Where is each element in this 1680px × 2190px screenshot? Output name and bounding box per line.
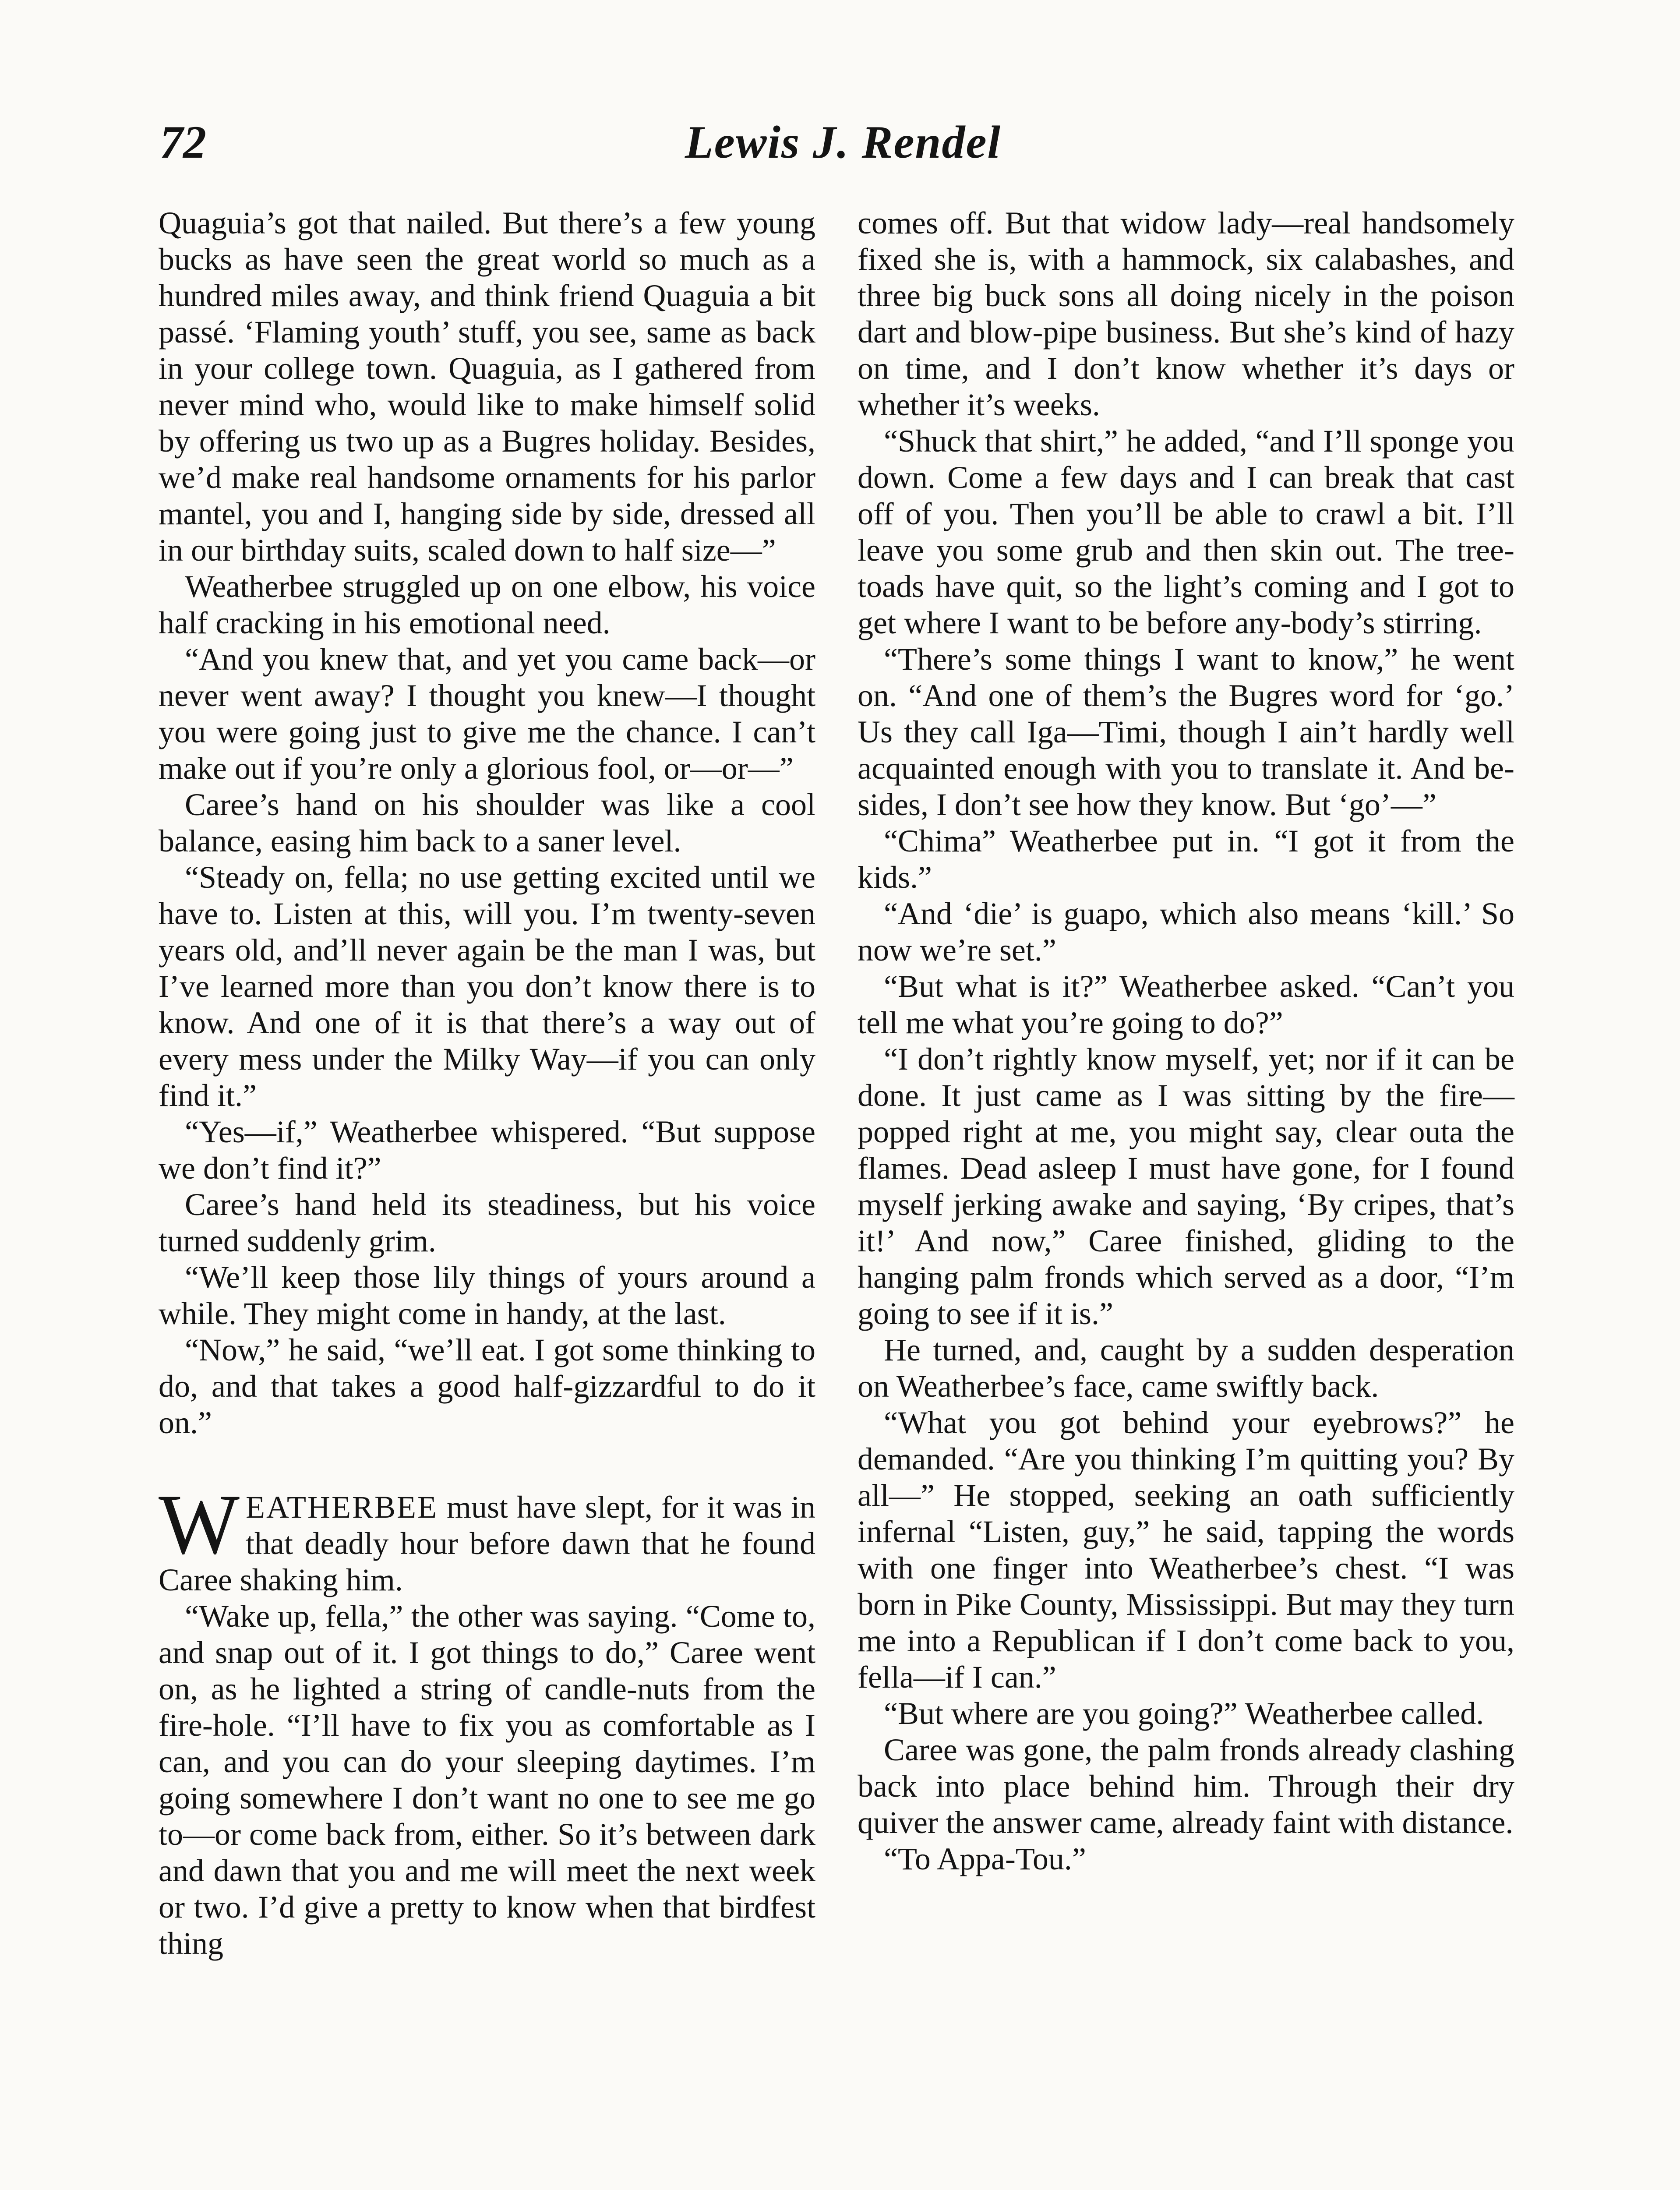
paragraph: “To Appa-Tou.” — [884, 1841, 1086, 1876]
section-opening-paragraph — [159, 1477, 815, 1598]
paragraph: Weatherbee struggled up on one elbow, his voice half cracking in his emotional need. — [159, 569, 815, 640]
paragraph: “Yes—if,” Weatherbee whispered. “But suppose we don’t find it?” — [159, 1114, 815, 1186]
paragraph: “We’ll keep those lily things of yours around a while. They might come in handy, at the last. — [159, 1260, 815, 1331]
paragraph: “And you knew that, and yet you came back—or never went away? I thought you knew—I thought you were going just to give me the chance. I can’t make out if you’re only a glorious fool, or—or—” — [159, 642, 815, 786]
paragraph: comes off. But that widow lady—real handsomely fixed she is, with a hammock, six calabashes, and three big buck sons all doing nicely in the poison dart and blow-pipe business. But she’s kind of hazy on time, and I don’t know whether it’s days or whether it’s weeks. — [858, 205, 1514, 422]
paragraph: “I don’t rightly know myself, yet; nor if it can be done. It just came as I was sitting by the fire—popped right at me, you might say, clear outa the flames. Dead asleep I must have gone, for I found myself jerking awake and saying, ‘By cripes, that’s it!’ And now,” Caree finished, gliding to the hanging palm fronds which served as a door, “I’m going to see if it is.” — [858, 1042, 1514, 1331]
small-caps-lead: EATHERBEE — [246, 1490, 438, 1525]
right-column — [858, 205, 1514, 1877]
paragraph: Caree was gone, the palm fronds already clashing back into place behind him. Through their dry quiver the answer came, already faint with distance. — [858, 1732, 1514, 1840]
paragraph: “Shuck that shirt,” he added, “and I’ll sponge you down. Come a few days and I can break that cast off of you. Then you’ll be able to crawl a bit. I’ll leave you some grub and then skin out. The tree-toads have quit, so the light’s coming and I got to get where I want to be before any-body’s stirring. — [858, 424, 1514, 640]
paragraph: “But where are you going?” Weatherbee called. — [884, 1696, 1484, 1731]
paragraph: Caree’s hand held its steadiness, but his voice turned suddenly grim. — [159, 1187, 815, 1258]
paragraph: He turned, and, caught by a sudden desperation on Weatherbee’s face, came swiftly back. — [858, 1332, 1514, 1404]
paragraph: “Wake up, fella,” the other was saying. “Come to, and snap out of it. I got things to do,” Caree went on, as he lighted a string of candle-nuts from the fire-hole. “I’ll have to fix you as comfortable as I can, and you can do your sleeping daytimes. I’m going somewhere I don’t want no one to see me go to—or come back from, either. So it’s between dark and dawn that you and me will meet the next week or two. I’d give a pretty to know when that birdfest thing — [159, 1599, 815, 1961]
paragraph: Caree’s hand on his shoulder was like a cool balance, easing him back to a saner level. — [159, 787, 815, 858]
drop-cap: W — [159, 1477, 240, 1572]
opening-text: must have slept, for it was in that deadly hour before dawn that he found Caree shaking him. — [159, 1490, 815, 1597]
paragraph: “There’s some things I want to know,” he went on. “And one of them’s the Bugres word for ‘go.’ Us they call Iga—Timi, though I ain’t hardly well acquainted enough with you to translate it. And be-sides, I don’t see how they know. But ‘go’—” — [858, 642, 1514, 822]
paragraph: “What you got behind your eyebrows?” he demanded. “Are you thinking I’m quitting you? By all—” He stopped, seeking an oath sufficiently infernal “Listen, guy,” he said, tapping the words with one finger into Weatherbee’s chest. “I was born in Pike County, Mississippi. But may they turn me into a Republican if I don’t come back to you, fella—if I can.” — [858, 1405, 1514, 1695]
paragraph: “But what is it?” Weatherbee asked. “Can’t you tell me what you’re going to do?” — [858, 969, 1514, 1040]
paragraph: “Chima” Weatherbee put in. “I got it from the kids.” — [858, 823, 1514, 895]
left-column — [159, 205, 815, 1962]
running-head-author: Lewis J. Rendel — [685, 117, 1001, 168]
section-break — [159, 1441, 815, 1489]
paragraph: Quaguia’s got that nailed. But there’s a few young bucks as have seen the great world so much as a hundred miles away, and think friend Quaguia a bit passé. ‘Flaming youth’ stuff, you see, same as back in your college town. Quaguia, as I gathered from never mind who, would like to make himself solid by offering us two up as a Bugres holiday. Besides, we’d make real handsome ornaments for his parlor mantel, you and I, hanging side by side, dressed all in our birthday suits, scaled down to half size—” — [159, 205, 815, 568]
page-header — [160, 110, 1526, 175]
paragraph: “Steady on, fella; no use getting excited until we have to. Listen at this, will you. I’m twenty-seven years old, and’ll never again be the man I was, but I’ve learned more than you don’t know there is to know. And one of it is that there’s a way out of every mess under the Milky Way—if you can only find it.” — [159, 860, 815, 1113]
page-number: 72 — [160, 117, 206, 168]
paragraph: “Now,” he said, “we’ll eat. I got some thinking to do, and that takes a good half-gizzardful to do it on.” — [159, 1332, 815, 1440]
paragraph: “And ‘die’ is guapo, which also means ‘kill.’ So now we’re set.” — [858, 896, 1514, 968]
